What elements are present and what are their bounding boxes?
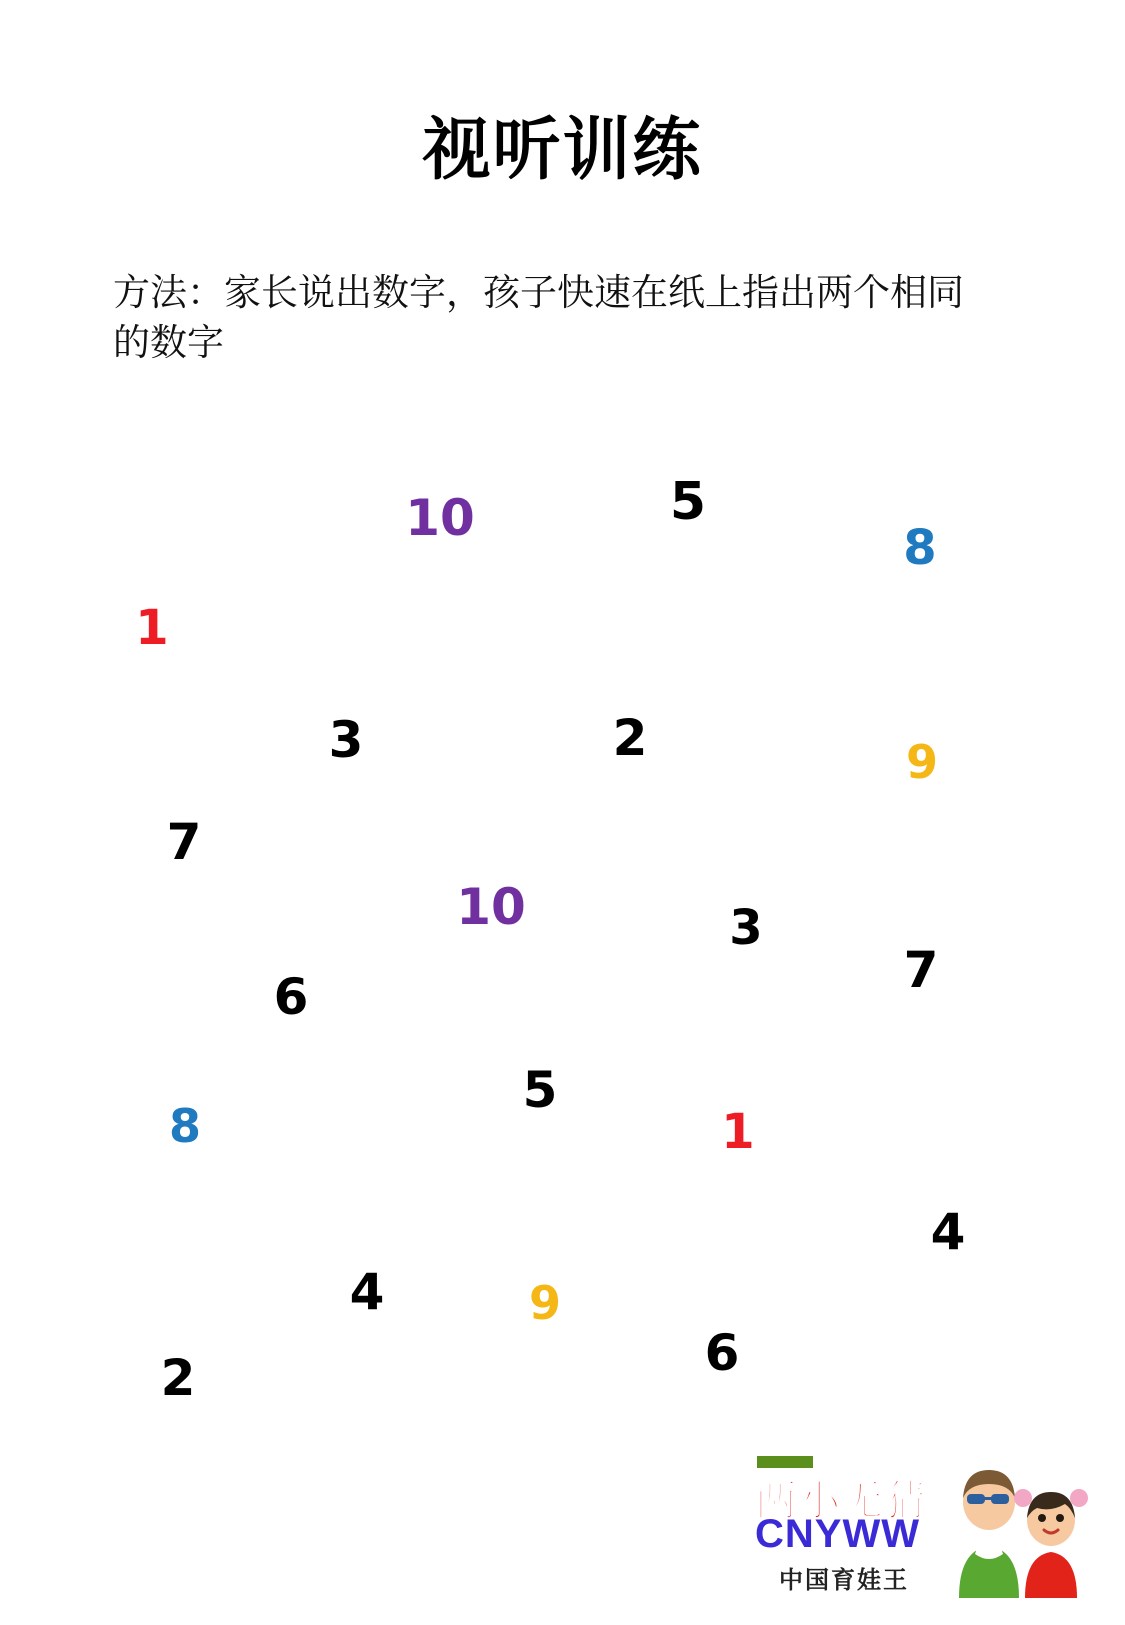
number-token[interactable]: 8 xyxy=(168,1099,202,1153)
number-token[interactable]: 9 xyxy=(528,1276,562,1330)
number-token[interactable]: 1 xyxy=(135,600,169,656)
family-illustration-icon xyxy=(945,1458,1095,1598)
number-token[interactable]: 1 xyxy=(721,1104,755,1160)
watermark-brand-cn: 两小无猜 xyxy=(755,1476,928,1525)
number-token[interactable]: 3 xyxy=(729,900,763,956)
number-token[interactable]: 2 xyxy=(612,709,648,767)
number-token[interactable]: 2 xyxy=(160,1349,196,1407)
number-token[interactable]: 7 xyxy=(903,941,939,999)
number-token[interactable]: 3 xyxy=(328,711,364,769)
number-token[interactable]: 6 xyxy=(273,968,309,1026)
number-token[interactable]: 10 xyxy=(405,489,475,547)
watermark-brand-en: CNYWW xyxy=(755,1512,920,1556)
number-token[interactable]: 6 xyxy=(704,1324,740,1382)
number-token[interactable]: 10 xyxy=(456,878,526,936)
number-token[interactable]: 7 xyxy=(166,813,202,871)
watermark-brand-sub: 中国育娃王 xyxy=(779,1566,909,1594)
number-field xyxy=(0,430,1125,1450)
number-token[interactable]: 5 xyxy=(522,1061,558,1119)
number-token[interactable]: 5 xyxy=(669,472,707,532)
instruction-text: 方法：家长说出数字，孩子快速在纸上指出两个相同的数字 xyxy=(113,271,964,364)
number-token[interactable]: 4 xyxy=(349,1263,385,1321)
number-token[interactable]: 9 xyxy=(905,735,939,789)
page-title: 视听训练 xyxy=(422,111,703,190)
watermark-green-bar xyxy=(757,1456,813,1468)
number-token[interactable]: 8 xyxy=(903,520,937,576)
number-token[interactable]: 4 xyxy=(930,1203,966,1261)
watermark xyxy=(745,1450,1095,1600)
